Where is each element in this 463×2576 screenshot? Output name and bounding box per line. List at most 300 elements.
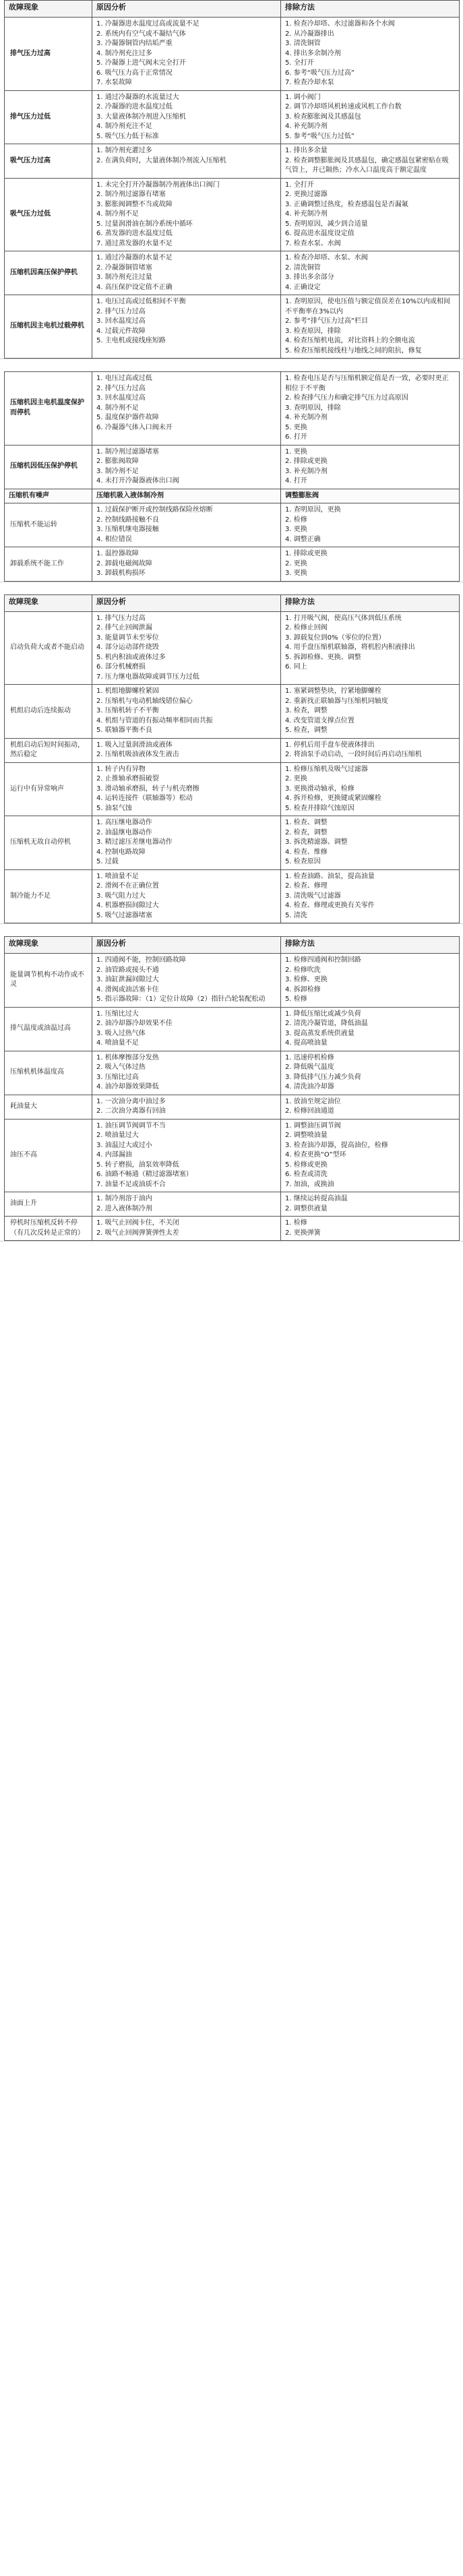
cause-item: 2. 控制线路接触不良 — [96, 516, 159, 524]
cause-item: 7. 水泵故障 — [96, 79, 132, 86]
cause-item: 3. 吸入过热气体 — [96, 1029, 146, 1037]
cause-item: 3. 精过滤压差继电器动作 — [96, 838, 173, 846]
remedy-item: 2. 调整喷油量 — [285, 1132, 328, 1139]
table-body — [5, 954, 460, 1241]
cause-item: 5. 吸气压力低于标准 — [96, 132, 159, 140]
table-row — [5, 547, 460, 582]
cause-item: 5. 油泵气蚀 — [96, 804, 132, 812]
cause-item: 2. 卸载电磁阀故障 — [96, 559, 152, 568]
cause-item: 4. 机器磨损间隙过大 — [96, 902, 159, 909]
cause-item: 3. 能量调节未至零位 — [96, 634, 159, 642]
cause-item: 5. 冷凝器上进气阀未完全打开 — [96, 59, 186, 67]
cause-item: 3. 压缩机转子不平衡 — [96, 707, 159, 714]
remedy-item: 2. 检查、修理 — [285, 882, 328, 890]
remedy-item: 2. 清洗冷凝管道，降低油温 — [285, 1020, 368, 1027]
table-row — [5, 372, 460, 446]
remedy-item: 1. 继续运转提高油温 — [285, 1195, 348, 1202]
table-row — [5, 445, 460, 489]
row-phenomenon: 压缩机无故自动停机 — [5, 816, 92, 870]
table-header-row — [5, 594, 460, 611]
remedy-item: 2. 参考“排气压力过高”栏目 — [285, 317, 369, 325]
row-remedies — [281, 90, 460, 144]
cause-item: 2. 进入液体制冷剂 — [96, 1204, 152, 1213]
table-row — [5, 1192, 460, 1217]
cause-item: 1. 冷凝器进水温度过高或流量不足 — [96, 20, 199, 28]
row-causes — [92, 178, 281, 251]
row-remedies — [281, 816, 460, 870]
cause-item: 1. 电压过高或过低相间不平衡 — [96, 298, 186, 305]
row-remedies — [281, 18, 460, 91]
row-causes — [92, 503, 281, 547]
remedy-item: 5. 检查并排除气蚀原因 — [285, 804, 354, 812]
row-phenomenon: 压缩机不能运转 — [5, 503, 92, 547]
remedy-item: 4. 拆卸检修 — [285, 985, 321, 993]
remedy-item: 4. 补充制冷剂 — [285, 210, 328, 218]
cause-item: 4. 高压保护设定值不正确 — [96, 283, 173, 291]
cause-item: 5. 过量润滑油在制冷系统中循环 — [96, 220, 193, 228]
table-row — [5, 1007, 460, 1051]
cause-item: 3. 制冷剂充注过量 — [96, 274, 152, 281]
cause-item: 1. 排气压力过高 — [96, 614, 146, 622]
cause-item: 5. 温度保护器件故障 — [96, 414, 159, 421]
table-row — [5, 295, 460, 359]
remedy-item: 2. 调节冷却塔风机转速或风机工作台数 — [285, 103, 402, 111]
row-phenomenon: 压缩机因高压保护停机 — [5, 251, 92, 295]
cause-item: 2. 吸入气体过热 — [96, 1064, 146, 1071]
remedy-item: 4. 检查、修理或更换有关零件 — [285, 902, 375, 909]
cause-item: 3. 膨胀阀调整不当或故障 — [96, 200, 173, 208]
remedy-item: 4. 正确设定 — [285, 283, 321, 291]
row-causes — [92, 954, 281, 1008]
row-phenomenon: 压缩机因低压保护停机 — [5, 445, 92, 489]
row-phenomenon: 机组启动后短时间振动，然后稳定 — [5, 738, 92, 762]
table-body — [5, 18, 460, 359]
cause-item: 5. 转子磨损，油泵效率降低 — [96, 1161, 179, 1169]
table-body — [5, 611, 460, 923]
remedy-item: 2. 检查排气压力和确定排气压力过高原因 — [285, 394, 408, 402]
row-remedies — [281, 547, 460, 582]
remedy-item: 1. 迅速停机检修 — [285, 1053, 334, 1062]
remedy-item: 1. 检查电压是否与压缩机额定值是否一致，必要时更正相位于不平衡 — [285, 375, 449, 392]
cause-item: 3. 制冷剂不足 — [96, 467, 139, 475]
row-causes — [92, 762, 281, 816]
remedy-item: 3. 更换 — [285, 526, 307, 533]
row-remedies — [281, 1095, 460, 1119]
remedy-item: 1. 更换 — [285, 448, 307, 456]
remedy-item: 1. 调小阀门 — [285, 93, 321, 101]
remedy-item: 2. 重新找正联轴器与压缩机同轴度 — [285, 697, 388, 705]
remedy-item: 4. 用手盘压缩机联轴器，将机腔内积液排出 — [285, 644, 415, 651]
row-remedies — [281, 503, 460, 547]
cause-item: 2. 吸气止回阀弹簧弹性太差 — [96, 1229, 179, 1237]
table-row — [5, 738, 460, 762]
table-row — [5, 685, 460, 739]
cause-item: 2. 压缩机与电动机轴线错位偏心 — [96, 697, 193, 705]
table-row — [5, 18, 460, 91]
row-remedies — [281, 685, 460, 739]
cause-item: 3. 压缩比过高 — [96, 1073, 139, 1081]
table-row — [5, 762, 460, 816]
row-remedies — [281, 295, 460, 359]
header-cause: 原因分析 — [92, 594, 281, 611]
table-row — [5, 90, 460, 144]
row-remedy: 调整膨胀阀 — [281, 489, 460, 503]
cause-item: 5. 机内积油或液体过多 — [96, 653, 166, 661]
cause-item: 2. 油管路或接头不通 — [96, 966, 159, 974]
cause-item: 3. 大量液体制冷剂进入压缩机 — [96, 113, 186, 121]
section-gap — [0, 924, 463, 936]
row-causes — [92, 816, 281, 870]
remedy-item: 1. 停机后用手盘车使液体排出 — [285, 741, 375, 749]
section-gap — [0, 582, 463, 594]
row-remedies — [281, 954, 460, 1008]
remedy-item: 2. 清洗铜管 — [285, 264, 321, 272]
row-phenomenon: 能量调节机构不动作或不灵 — [5, 954, 92, 1008]
remedy-item: 4. 调整正确 — [285, 535, 321, 543]
row-causes — [92, 144, 281, 179]
cause-item: 2. 系统内有空气或不凝结气体 — [96, 30, 186, 38]
table-row — [5, 178, 460, 251]
header-phenomenon: 故障现象 — [5, 937, 92, 954]
remedy-item: 1. 打开吸气阀，使高压气体到低压系统 — [285, 614, 402, 622]
remedy-item: 4. 清洗油冷却器 — [285, 1083, 334, 1091]
cause-item: 2. 二次油分离器有回油 — [96, 1107, 166, 1115]
cause-item: 1. 压缩比过大 — [96, 1010, 139, 1018]
remedy-item: 5. 拆卸检修、更换、调整 — [285, 653, 361, 661]
cause-item: 4. 机组与管道的有振动频率相同而共振 — [96, 716, 213, 725]
header-remedy: 排除方法 — [281, 937, 460, 954]
cause-item: 1. 转子内有异物 — [96, 765, 146, 773]
row-causes — [92, 611, 281, 685]
header-phenomenon: 故障现象 — [5, 594, 92, 611]
remedy-item: 3. 检查油冷却器，提高油位，检修 — [285, 1141, 388, 1149]
remedy-item: 1. 检查、调整 — [285, 819, 328, 826]
remedy-item: 2. 降低吸气温度 — [285, 1064, 334, 1071]
troubleshooting-section-2 — [0, 371, 463, 582]
remedy-item: 1. 排出多余量 — [285, 147, 328, 154]
cause-item: 2. 油温继电器动作 — [96, 828, 152, 836]
remedy-item: 1. 检修四通阀和控制回路 — [285, 956, 361, 964]
cause-item: 4. 喷油量不足 — [96, 1039, 139, 1047]
cause-item: 1. 制冷剂充灌过多 — [96, 147, 152, 154]
header-remedy: 排除方法 — [281, 1, 460, 18]
cause-item: 1. 机体摩擦部分发热 — [96, 1053, 159, 1062]
row-causes — [92, 1217, 281, 1241]
row-remedies — [281, 1119, 460, 1192]
header-cause: 原因分析 — [92, 937, 281, 954]
header-cause: 原因分析 — [92, 1, 281, 18]
remedy-item: 3. 更换滑动轴承，检修 — [285, 785, 354, 793]
remedy-item: 3. 检查膨胀阀及其感温包 — [285, 113, 361, 121]
cause-item: 1. 机组地脚螺栓紧固 — [96, 687, 159, 695]
row-remedies — [281, 372, 460, 446]
cause-item: 2. 排气压力过高 — [96, 384, 146, 392]
remedy-item: 2. 检查，调整 — [285, 828, 328, 836]
cause-item: 5. 吸气过滤器堵塞 — [96, 911, 152, 919]
cause-item: 1. 喷油量不足 — [96, 872, 139, 880]
row-remedies — [281, 1051, 460, 1095]
table-row — [5, 611, 460, 685]
remedy-item: 4. 检查、维修 — [285, 848, 328, 856]
header-remedy: 排除方法 — [281, 594, 460, 611]
cause-item: 1. 电压过高或过低 — [96, 375, 152, 382]
table-body — [5, 372, 460, 489]
troubleshooting-table — [4, 371, 460, 582]
row-phenomenon: 制冷能力不足 — [5, 869, 92, 923]
remedy-item: 1. 查明原因，更换 — [285, 506, 341, 514]
remedy-item: 1. 降低压缩比或减少负荷 — [285, 1010, 361, 1018]
remedy-item: 7. 检查冷却水泵 — [285, 79, 334, 86]
row-causes — [92, 869, 281, 923]
remedy-item: 3. 检查原因，排除 — [285, 327, 341, 335]
row-causes — [92, 90, 281, 144]
remedy-item: 5. 参考“吸气压力过低” — [285, 132, 355, 140]
remedy-item: 2. 排除或更换 — [285, 458, 328, 465]
remedy-item: 2. 从冷凝器排出 — [285, 30, 334, 38]
row-causes — [92, 547, 281, 582]
remedy-item: 3. 更换 — [285, 570, 307, 577]
remedy-item: 5. 查明原因，减少到合适量 — [285, 220, 368, 228]
cause-item: 4. 控制电路故障 — [96, 848, 146, 856]
cause-item: 1. 四通阀不能，控制回路故障 — [96, 956, 186, 964]
row-phenomenon: 吸气压力过高 — [5, 144, 92, 179]
remedy-item: 3. 检修、更换 — [285, 976, 328, 983]
cause-item: 4. 制冷剂充注过多 — [96, 49, 152, 57]
cause-item: 4. 未打开冷凝器液体出口阀 — [96, 477, 179, 485]
cause-item: 1. 高压继电器动作 — [96, 819, 152, 826]
remedy-item: 3. 正确调整过热度，检查感温包是否漏氟 — [285, 200, 408, 208]
row-cause: 压缩机吸入液体制冷剂 — [92, 489, 281, 503]
remedy-item: 1. 放油至规定油位 — [285, 1097, 341, 1105]
cause-item: 3. 卸载机构损坏 — [96, 570, 146, 577]
cause-item: 3. 回水温度过高 — [96, 394, 146, 402]
remedy-item: 1. 塞紧调整垫块，拧紧地脚螺栓 — [285, 687, 381, 695]
section-gap — [0, 359, 463, 371]
row-remedies — [281, 445, 460, 489]
cause-item: 3. 压缩机继电器接触 — [96, 526, 159, 533]
cause-item: 6. 部分机械磨损 — [96, 663, 146, 671]
remedy-item: 5. 检修或更换 — [285, 1161, 328, 1169]
remedy-item: 1. 排除或更换 — [285, 550, 328, 557]
table-row — [5, 1119, 460, 1192]
cause-item: 2. 喷油量过大 — [96, 1132, 139, 1139]
remedy-item: 1. 检查冷却塔、水泵、水阀 — [285, 254, 368, 262]
row-causes — [92, 1051, 281, 1095]
row-remedies — [281, 869, 460, 923]
cause-item: 7. 压力继电器故障或调节压力过低 — [96, 673, 199, 681]
row-causes — [92, 1095, 281, 1119]
remedy-item: 5. 更换 — [285, 423, 307, 431]
remedy-item: 4. 改变管道支撑点位置 — [285, 716, 354, 725]
cause-item: 3. 油缸泄漏间隙过大 — [96, 976, 159, 983]
cause-item: 4. 相位错误 — [96, 535, 132, 543]
remedy-item: 1. 调整油压调节阀 — [285, 1122, 341, 1130]
remedy-item: 2. 检修回油通道 — [285, 1107, 334, 1115]
header-phenomenon: 故障现象 — [5, 1, 92, 18]
cause-item: 4. 内部漏油 — [96, 1151, 132, 1159]
remedy-item: 3. 检查，调整 — [285, 707, 328, 714]
cause-item: 3. 吸气阻力过大 — [96, 892, 146, 900]
remedy-item: 3. 清洗铜管 — [285, 40, 321, 47]
row-remedies — [281, 144, 460, 179]
cause-item: 1. 制冷剂溶于油内 — [96, 1195, 152, 1202]
remedy-item: 6. 打开 — [285, 433, 307, 441]
remedy-item: 1. 检修压缩机及吸气过滤器 — [285, 765, 368, 773]
table-body — [5, 503, 460, 582]
remedy-item: 4. 补充制冷剂 — [285, 414, 328, 421]
row-remedies — [281, 178, 460, 251]
cause-item: 4. 制冷剂不足 — [96, 404, 139, 412]
remedy-item: 2. 检修 — [285, 516, 307, 524]
cause-item: 3. 油温过大或过小 — [96, 1141, 152, 1149]
remedy-item: 2. 更换过滤器 — [285, 191, 328, 198]
remedy-item: 5. 检查原因 — [285, 858, 321, 865]
remedy-item: 2. 将油泵手动启动，一段时间后再启动压缩机 — [285, 751, 422, 758]
cause-item: 7. 油量不足或油质不合 — [96, 1180, 166, 1188]
cause-item: 2. 排气止回阀泄漏 — [96, 624, 152, 632]
remedy-item: 6. 提高进水温度设定值 — [285, 230, 354, 237]
table-header-row — [5, 937, 460, 954]
table-row — [5, 251, 460, 295]
remedy-item: 7. 检查水泵、水阀 — [285, 239, 341, 247]
remedy-item: 3. 提高蒸发系统供液量 — [285, 1029, 354, 1037]
remedy-item: 5. 检修 — [285, 995, 307, 1003]
remedy-item: 3. 降低排气压力减少负荷 — [285, 1073, 361, 1081]
remedy-item: 6. 检查或清洗 — [285, 1171, 328, 1178]
cause-item: 1. 制冷剂过滤器堵塞 — [96, 448, 159, 456]
row-remedies — [281, 1007, 460, 1051]
cause-item: 4. 油冷却器效果降低 — [96, 1083, 159, 1091]
cause-item: 1. 未完全打开冷凝器制冷剂液体出口阀门 — [96, 181, 220, 189]
cause-item: 6. 冷凝器气体入口阀未开 — [96, 423, 173, 431]
remedy-item: 5. 清洗 — [285, 911, 307, 919]
row-causes — [92, 295, 281, 359]
cause-item: 1. 吸入过量润滑油或液体 — [96, 741, 173, 749]
table-row — [5, 144, 460, 179]
row-phenomenon: 压缩机有噪声 — [5, 489, 92, 503]
cause-item: 4. 制冷剂充注不足 — [96, 123, 152, 130]
remedy-item: 4. 提高喷油量 — [285, 1039, 328, 1047]
remedy-item: 5. 全打开 — [285, 59, 314, 67]
troubleshooting-table — [4, 0, 460, 359]
remedy-item: 7. 加油，或换油 — [285, 1180, 334, 1188]
row-causes — [92, 1119, 281, 1192]
row-phenomenon: 吸气压力过低 — [5, 178, 92, 251]
troubleshooting-section-1 — [0, 0, 463, 359]
remedy-item: 3. 排出多余部分 — [285, 274, 334, 281]
table-row — [5, 816, 460, 870]
remedy-item: 3. 查明原因，排除 — [285, 404, 341, 412]
remedy-item: 4. 排出多余制冷剂 — [285, 49, 341, 57]
cause-item: 2. 油冷却器冷却效果不佳 — [96, 1020, 173, 1027]
cause-item: 2. 压缩机吸油液体发生液击 — [96, 751, 179, 758]
remedy-item: 4. 打开 — [285, 477, 307, 485]
cause-item: 1. 吸气止回阀卡住，不关闭 — [96, 1219, 179, 1227]
row-remedies — [281, 762, 460, 816]
row-causes — [92, 18, 281, 91]
cause-item: 2. 膨胀阀故障 — [96, 458, 139, 465]
remedy-item: 3. 清洗吸气过滤器 — [285, 892, 341, 900]
cause-item: 4. 制冷剂不足 — [96, 210, 139, 218]
row-phenomenon: 停机时压缩机反转不停（有几次反转是正常的） — [5, 1217, 92, 1241]
troubleshooting-section-3 — [0, 594, 463, 925]
row-phenomenon: 运行中有异常响声 — [5, 762, 92, 816]
remedy-item: 1. 查明原因，使电压值与额定值误差在10%以内或相间不平衡率在3%以内 — [285, 298, 450, 315]
troubleshooting-table — [4, 594, 460, 924]
cause-item: 6. 油路不畅通（精过滤器堵塞） — [96, 1171, 193, 1178]
row-causes — [92, 685, 281, 739]
row-phenomenon: 耗油量大 — [5, 1095, 92, 1119]
row-phenomenon: 启动负荷大或者不能启动 — [5, 611, 92, 685]
remedy-item: 2. 检修吹洗 — [285, 966, 321, 974]
row-phenomenon: 压缩机因主电机温度保护而停机 — [5, 372, 92, 446]
cause-item: 4. 过载元件故障 — [96, 327, 146, 335]
remedy-item: 4. 补充制冷剂 — [285, 123, 328, 130]
cause-item: 6. 蒸发器的进水温度过低 — [96, 230, 173, 237]
troubleshooting-table — [4, 936, 460, 1241]
cause-item: 1. 温控器故障 — [96, 550, 139, 557]
cause-item: 1. 过载保护断开或控制线路保险丝熔断 — [96, 506, 213, 514]
cause-item: 3. 冷凝器铜管内结垢严重 — [96, 40, 173, 47]
row-phenomenon: 卸载系统不能工作 — [5, 547, 92, 582]
row-phenomenon: 压缩机机体温度高 — [5, 1051, 92, 1095]
row-remedies — [281, 611, 460, 685]
cause-item: 5. 过载 — [96, 858, 119, 865]
row-causes — [92, 445, 281, 489]
cause-item: 4. 运转连接件（联轴器等）松动 — [96, 795, 193, 802]
remedy-item: 4. 检查更换“O”型环 — [285, 1151, 346, 1159]
remedy-item: 3. 补充制冷剂 — [285, 467, 328, 475]
cause-item: 1. 油压调节阀调节不当 — [96, 1122, 166, 1130]
row-remedies — [281, 738, 460, 762]
table-row — [5, 489, 460, 503]
cause-item: 5. 指示器故障：（1）定位计故障（2）指针凸轮装配松动 — [96, 995, 266, 1003]
row-causes — [92, 738, 281, 762]
row-causes — [92, 372, 281, 446]
row-phenomenon: 排气压力过低 — [5, 90, 92, 144]
cause-item: 1. 一次油分离中油过多 — [96, 1097, 166, 1105]
cause-item: 2. 止推轴承磨损破裂 — [96, 775, 159, 783]
row-phenomenon: 油面上升 — [5, 1192, 92, 1217]
row-remedies — [281, 251, 460, 295]
remedy-item: 6. 同上 — [285, 663, 307, 671]
cause-item: 5. 主电机或接线座短路 — [96, 337, 166, 344]
row-phenomenon: 排气压力过高 — [5, 18, 92, 91]
cause-item: 3. 滑动轴承磨损，转子与机壳磨擦 — [96, 785, 199, 793]
remedy-item: 1. 检修 — [285, 1219, 307, 1227]
cause-item: 4. 部分运动部件烧毁 — [96, 644, 159, 651]
cause-item: 2. 冷凝器铜管堵塞 — [96, 264, 152, 272]
remedy-item: 2. 检修止回阀 — [285, 624, 328, 632]
cause-item: 7. 通过蒸发器的水量不足 — [96, 239, 173, 247]
row-causes — [92, 1007, 281, 1051]
remedy-item: 2. 检查调整膨胀阀及其感温包，确定感温包紧密贴在吸气管上，并已隔热；冷水入口温度高于额定温度 — [285, 156, 449, 174]
cause-item: 2. 在满负荷时，大量液体制冷剂流入压缩机 — [96, 156, 226, 164]
remedy-item: 6. 参考“吸气压力过高” — [285, 69, 355, 77]
remedy-item: 2. 更换 — [285, 775, 307, 783]
cause-item: 1. 通过冷凝器的水量不足 — [96, 254, 173, 262]
table-row — [5, 1217, 460, 1241]
remedy-item: 4. 检查压缩机电流，对比资料上的全额电流 — [285, 337, 415, 344]
cause-item: 2. 滑阀不在正确位置 — [96, 882, 159, 890]
cause-item: 2. 排气压力过高 — [96, 307, 146, 315]
cause-item: 5. 联轴器平衡不良 — [96, 727, 152, 734]
row-phenomenon: 压缩机因主电机过载停机 — [5, 295, 92, 359]
row-causes — [92, 1192, 281, 1217]
remedy-item: 2. 更换 — [285, 559, 307, 568]
row-remedies — [281, 1217, 460, 1241]
remedy-item: 3. 拆洗精滤器、调整 — [285, 838, 348, 846]
